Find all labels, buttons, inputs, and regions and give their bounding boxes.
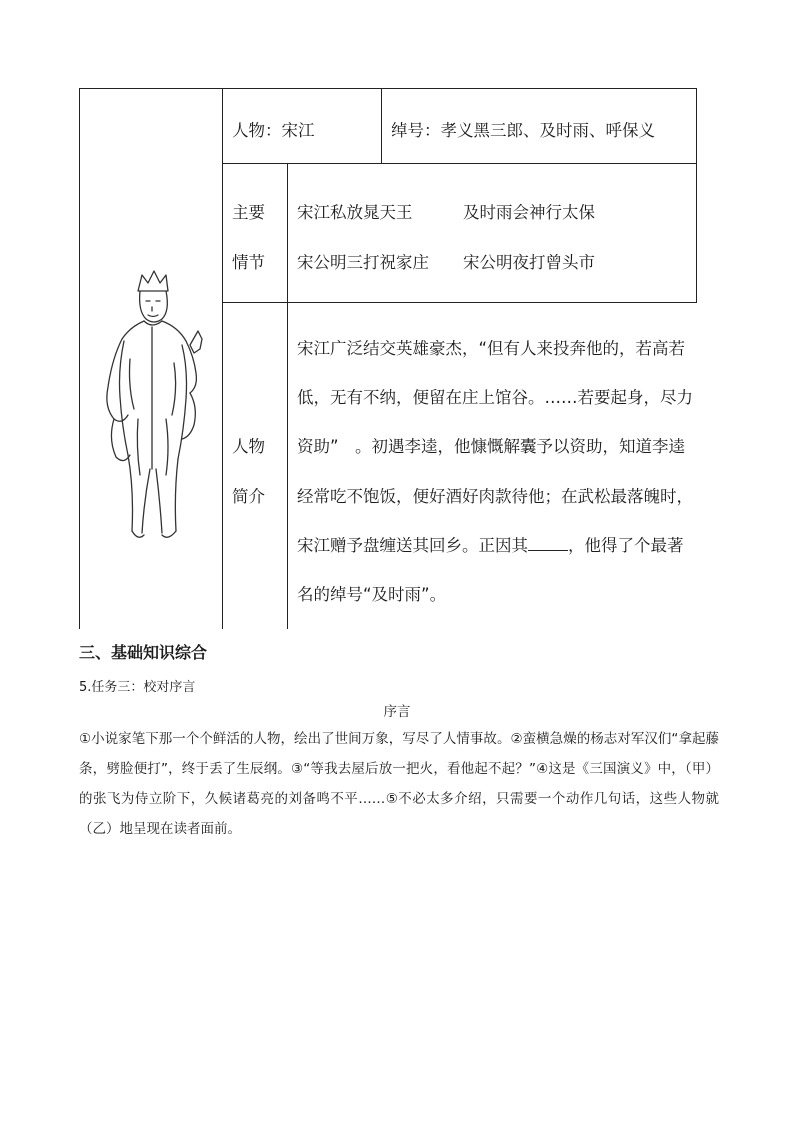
nickname-label: 绰号：孝义黑三郎、及时雨、呼保义	[391, 121, 655, 140]
preface-paragraph: ①小说家笔下那一个个鲜活的人物，绘出了世间万象，写尽了人情事故。②蛮横急燥的杨志对军汉们“拿起藤条，劈脸便打”，终于丢了生辰纲。③“等我去屋后放一把火，看他起不起？”④这是《三国演义》中，（甲）的张飞为侍立阶下，久候诸葛亮的刘备鸣不平……⑤不必太多介绍，只需要一个动作几句话，这些人物就（乙）地呈现在读者面前。	[79, 731, 719, 837]
intro-heading-line-2: 简介	[232, 487, 265, 506]
divider-v-nickname	[381, 89, 382, 164]
divider-v-right	[696, 89, 697, 303]
intro-line-text: 宋江赠予盘缠送其回乡。正因其	[297, 536, 528, 555]
preface-title: 序言	[383, 704, 411, 720]
intro-line-text: ，他得了个最著	[568, 536, 684, 555]
divider-h-2	[222, 302, 697, 303]
intro-line: 名的绰号“及时雨”。	[297, 585, 447, 604]
character-card	[79, 88, 697, 629]
plot-heading-line-1: 主要	[232, 203, 265, 222]
character-name-label: 人物：宋江	[232, 121, 315, 140]
plot-heading-line-2: 情节	[232, 253, 265, 272]
intro-line: 资助” 。初遇李逵，他慷慨解囊予以资助，知道李逵	[297, 437, 686, 456]
intro-heading-line-1: 人物	[232, 437, 265, 456]
fill-in-blank	[528, 534, 568, 551]
intro-line	[297, 532, 684, 556]
plot-item: 及时雨会神行太保	[463, 203, 595, 222]
plot-item: 宋公明夜打曾头市	[463, 253, 595, 272]
divider-h-1	[222, 163, 697, 164]
intro-line: 经常吃不饱饭，便好酒好肉款待他；在武松最落魄时，	[297, 487, 693, 506]
intro-line: 宋江广泛结交英雄豪杰，“但有人来投奔他的，若高若	[297, 339, 686, 358]
task-label: 5.任务三：校对序言	[79, 680, 196, 695]
intro-line: 低，无有不纳，便留在庄上馆谷。……若要起身，尽力	[297, 388, 693, 407]
divider-v-image	[222, 89, 223, 629]
divider-v-heading	[287, 163, 288, 629]
plot-item: 宋公明三打祝家庄	[297, 253, 429, 272]
section-title: 三、基础知识综合	[79, 643, 208, 662]
plot-item: 宋江私放晁天王	[297, 203, 413, 222]
songjiang-portrait-image	[94, 269, 212, 549]
